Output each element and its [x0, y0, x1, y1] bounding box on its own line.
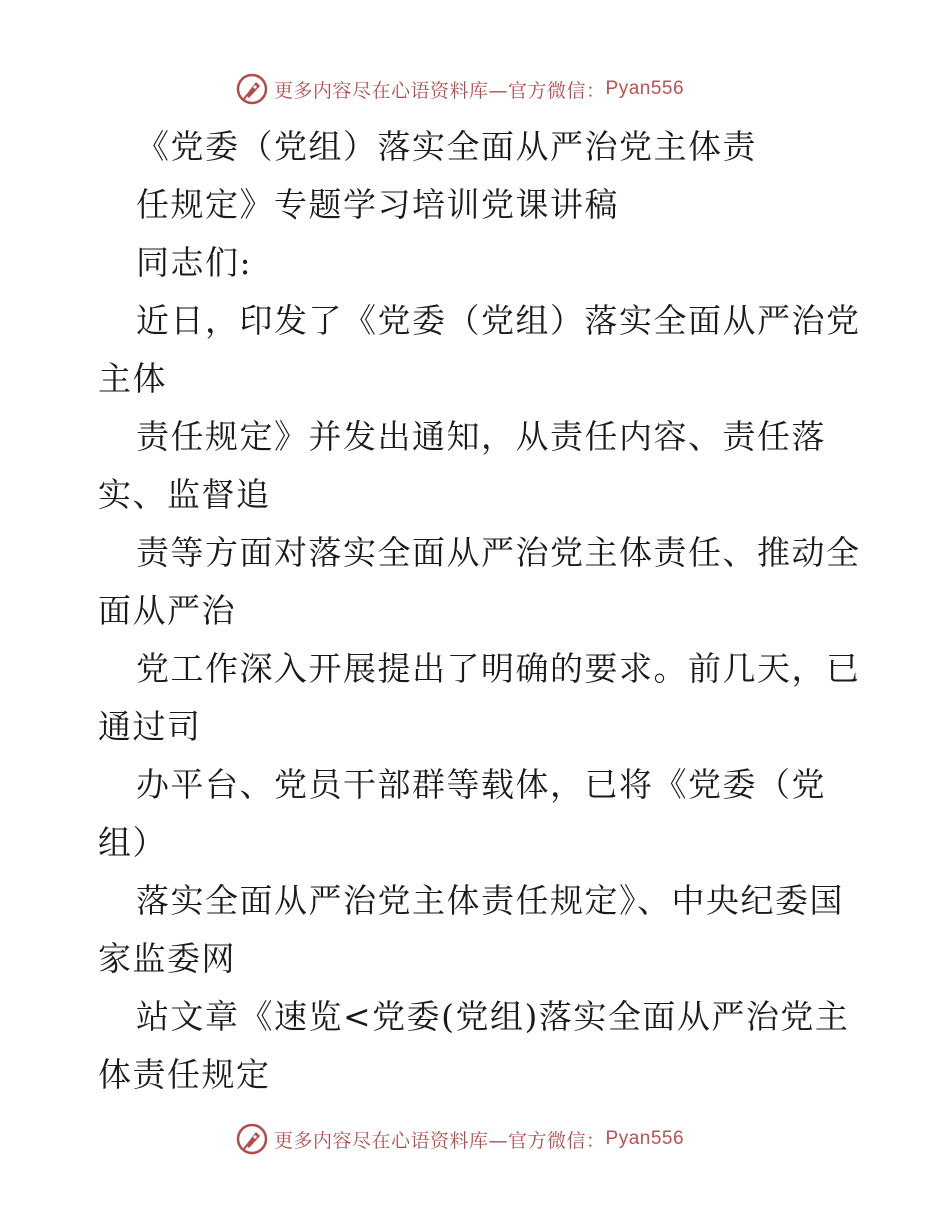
banner-text: 更多内容尽在心语资料库—官方微信： [274, 79, 606, 102]
paragraph-line: 责任规定》并发出通知，从责任内容、责任落 [136, 417, 826, 456]
banner-wechat-id: Pyan556 [605, 1128, 685, 1149]
pen-nib-logo-icon [236, 1123, 268, 1155]
paragraph-line: 近日，印发了《党委（党组）落实全面从严治党 [136, 301, 861, 340]
pen-nib-logo-icon [236, 73, 268, 105]
document-body [98, 118, 861, 1104]
header-banner [236, 72, 684, 106]
paragraph-line: 主体 [98, 359, 167, 398]
paragraph-line: 实、监督追 [98, 475, 271, 514]
banner-wechat-id: Pyan556 [605, 78, 685, 99]
paragraph-line: 党工作深入开展提出了明确的要求。前几天，已 [136, 649, 861, 688]
paragraph-line: 通过司 [98, 707, 202, 746]
paragraph-line: 落实全面从严治党主体责任规定》、中央纪委国 [136, 881, 844, 920]
paragraph-line: 站文章《速览<党委(党组)落实全面从严治党主 [136, 997, 850, 1036]
greeting: 同志们: [136, 243, 253, 282]
footer-banner [236, 1122, 684, 1156]
document-title-line: 任规定》专题学习培训党课讲稿 [136, 185, 619, 224]
paragraph-line: 体责任规定 [98, 1055, 271, 1094]
document-title-line: 《党委（党组）落实全面从严治党主体责 [136, 127, 757, 166]
paragraph-line: 组） [98, 823, 167, 862]
paragraph-line: 家监委网 [98, 939, 236, 978]
paragraph-line: 面从严治 [98, 591, 236, 630]
paragraph-line: 办平台、党员干部群等载体，已将《党委（党 [136, 765, 826, 804]
paragraph-line: 责等方面对落实全面从严治党主体责任、推动全 [136, 533, 861, 572]
banner-text: 更多内容尽在心语资料库—官方微信： [274, 1129, 606, 1152]
